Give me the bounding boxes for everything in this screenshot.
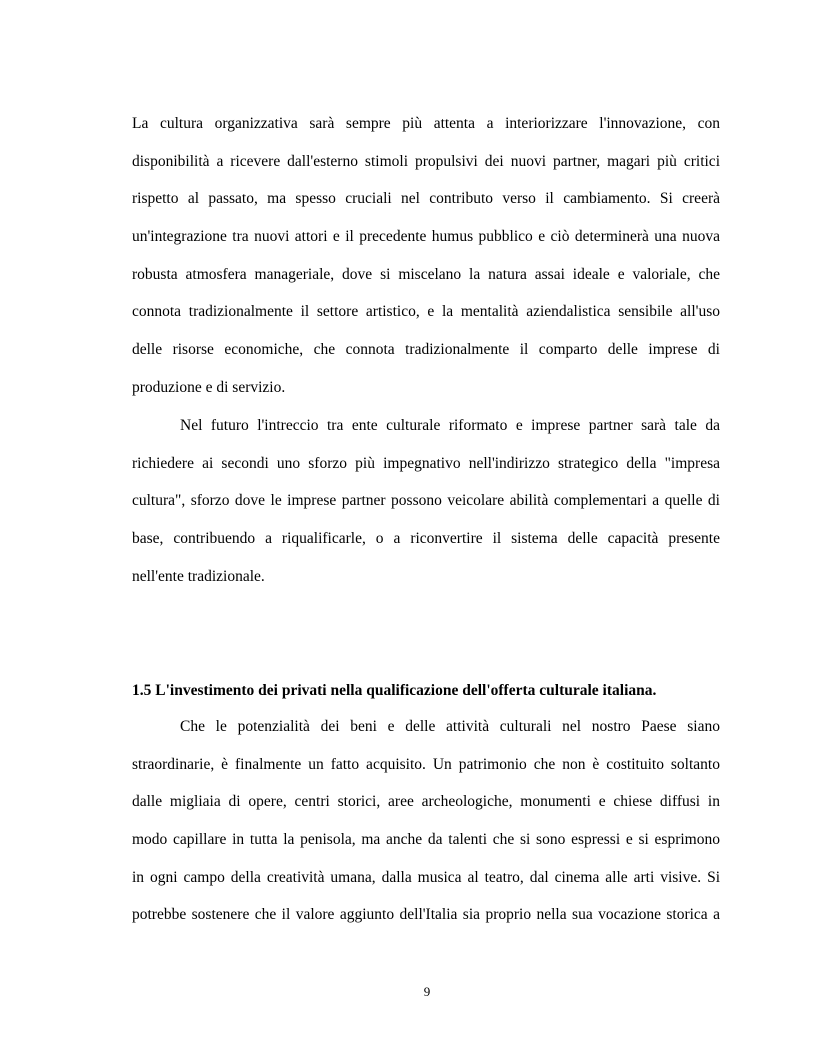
- text-line: un'integrazione tra nuovi attori e il precedente humus pubblico e ciò determinerà una nuova: [132, 228, 720, 246]
- text-line: rispetto al passato, ma spesso cruciali nel contributo verso il cambiamento. Si creerà: [132, 190, 720, 208]
- text-line: connota tradizionalmente il settore artistico, e la mentalità aziendalistica sensibile all'uso: [132, 303, 720, 321]
- text-line: Nel futuro l'intreccio tra ente culturale riformato e imprese partner sarà tale da: [180, 417, 720, 434]
- text-line: cultura", sforzo dove le imprese partner possono veicolare abilità complementari a quelle di: [132, 492, 720, 510]
- text-line: disponibilità a ricevere dall'esterno stimoli propulsivi dei nuovi partner, magari più critici: [132, 152, 720, 170]
- text-line: richiedere ai secondi uno sforzo più impegnativo nell'indirizzo strategico della "impresa: [132, 454, 720, 472]
- text-line: base, contribuendo a riqualificarle, o a riconvertire il sistema delle capacità presente: [132, 530, 720, 548]
- text-line: La cultura organizzativa sarà sempre più attenta a interiorizzare l'innovazione, con: [132, 115, 720, 132]
- text-line: robusta atmosfera manageriale, dove si miscelano la natura assai ideale e valoriale, che: [132, 265, 720, 283]
- text-line: delle risorse economiche, che connota tradizionalmente il comparto delle imprese di: [132, 341, 720, 359]
- text-line: potrebbe sostenere che il valore aggiunto dell'Italia sia proprio nella sua vocazione storica a: [132, 906, 720, 924]
- paragraph-cultural-potential: [132, 719, 720, 945]
- text-line: Che le potenzialità dei beni e delle attività culturali nel nostro Paese siano: [180, 718, 720, 735]
- text-line: dalle migliaia di opere, centri storici, aree archeologiche, monumenti e chiese diffusi in: [132, 793, 720, 811]
- paragraph-future-partnership: [132, 418, 720, 606]
- text-line: nell'ente tradizionale.: [132, 567, 265, 585]
- text-line: straordinarie, è finalmente un fatto acquisito. Un patrimonio che non è costituito soltanto: [132, 755, 720, 773]
- page-number: 9: [423, 984, 431, 999]
- section-heading: 1.5 L'investimento dei privati nella qualificazione dell'offerta culturale italiana.: [132, 682, 657, 699]
- text-line: produzione e di servizio.: [132, 378, 286, 396]
- text-line: in ogni campo della creatività umana, dalla musica al teatro, dal cinema alle arti visive. Si: [132, 868, 720, 886]
- paragraph-organizational-culture: [132, 116, 720, 418]
- text-line: modo capillare in tutta la penisola, ma anche da talenti che si sono espressi e si esprimono: [132, 831, 720, 849]
